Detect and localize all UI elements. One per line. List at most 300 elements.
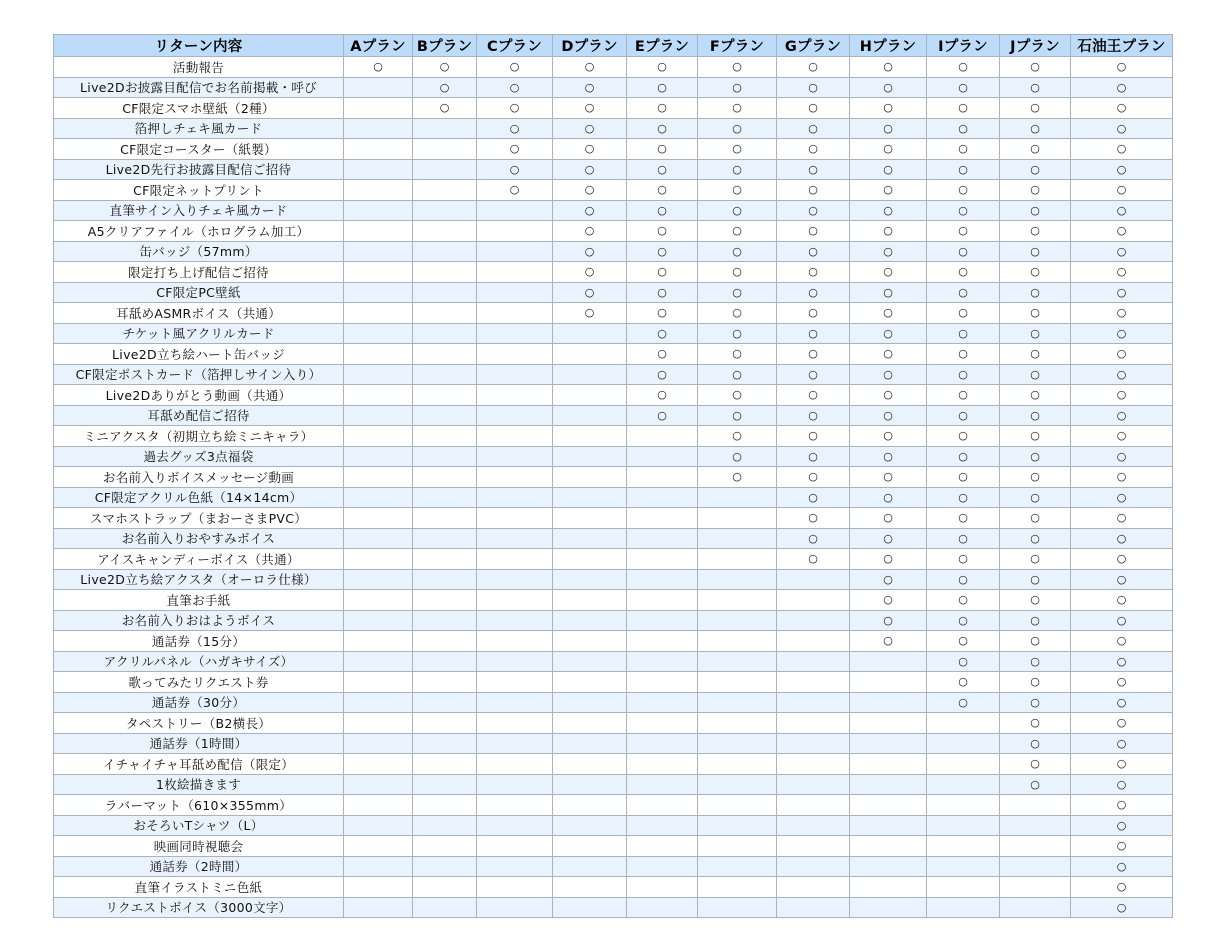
reward-item-label: リクエストボイス（3000文字） [54,897,344,918]
empty-cell [344,446,413,467]
included-mark: ○ [1071,795,1173,816]
header-plan: Bプラン [413,35,477,57]
empty-cell [477,508,553,529]
empty-cell [1000,897,1071,918]
reward-item-label: アクリルパネル（ハガキサイズ） [54,651,344,672]
table-row [54,836,1173,857]
table-row [54,77,1173,98]
empty-cell [477,795,553,816]
included-mark: ○ [1000,692,1071,713]
table-row [54,733,1173,754]
empty-cell [413,446,477,467]
reward-item-label: 直筆サイン入りチェキ風カード [54,200,344,221]
empty-cell [553,651,627,672]
reward-item-label: Live2Dありがとう動画（共通） [54,385,344,406]
empty-cell [413,139,477,160]
table-row [54,282,1173,303]
included-mark: ○ [777,118,850,139]
included-mark: ○ [553,118,627,139]
included-mark: ○ [553,77,627,98]
included-mark: ○ [413,77,477,98]
included-mark: ○ [1071,713,1173,734]
included-mark: ○ [1000,77,1071,98]
empty-cell [698,897,777,918]
included-mark: ○ [777,323,850,344]
empty-cell [777,651,850,672]
included-mark: ○ [627,364,698,385]
included-mark: ○ [627,159,698,180]
included-mark: ○ [553,303,627,324]
empty-cell [344,631,413,652]
included-mark: ○ [627,323,698,344]
empty-cell [413,651,477,672]
empty-cell [627,467,698,488]
reward-item-label: A5クリアファイル（ホログラム加工） [54,221,344,242]
table-row [54,877,1173,898]
reward-item-label: CF限定PC壁紙 [54,282,344,303]
included-mark: ○ [777,426,850,447]
included-mark: ○ [1071,528,1173,549]
empty-cell [627,836,698,857]
empty-cell [698,631,777,652]
empty-cell [553,733,627,754]
empty-cell [477,877,553,898]
rewards-comparison-table [53,34,1173,918]
empty-cell [344,713,413,734]
included-mark: ○ [850,282,927,303]
empty-cell [477,549,553,570]
included-mark: ○ [927,631,1000,652]
empty-cell [553,631,627,652]
included-mark: ○ [477,77,553,98]
empty-cell [777,733,850,754]
reward-item-label: ミニアクスタ（初期立ち絵ミニキャラ） [54,426,344,447]
empty-cell [698,508,777,529]
included-mark: ○ [927,98,1000,119]
empty-cell [413,344,477,365]
empty-cell [698,733,777,754]
included-mark: ○ [1000,385,1071,406]
empty-cell [698,877,777,898]
included-mark: ○ [1071,98,1173,119]
included-mark: ○ [627,200,698,221]
included-mark: ○ [1071,631,1173,652]
empty-cell [553,446,627,467]
included-mark: ○ [1000,57,1071,78]
reward-item-label: 通話券（30分） [54,692,344,713]
empty-cell [627,487,698,508]
header-plan: 石油王プラン [1071,35,1173,57]
table-row [54,344,1173,365]
included-mark: ○ [1071,446,1173,467]
empty-cell [413,200,477,221]
empty-cell [850,651,927,672]
included-mark: ○ [1000,262,1071,283]
included-mark: ○ [850,405,927,426]
empty-cell [553,754,627,775]
empty-cell [627,733,698,754]
empty-cell [413,282,477,303]
empty-cell [1000,836,1071,857]
empty-cell [344,897,413,918]
table-row [54,692,1173,713]
table-row [54,815,1173,836]
empty-cell [413,836,477,857]
included-mark: ○ [553,159,627,180]
included-mark: ○ [1071,118,1173,139]
empty-cell [413,795,477,816]
included-mark: ○ [927,262,1000,283]
empty-cell [627,610,698,631]
header-plan: Iプラン [927,35,1000,57]
empty-cell [927,733,1000,754]
empty-cell [413,631,477,652]
included-mark: ○ [927,180,1000,201]
included-mark: ○ [777,98,850,119]
empty-cell [413,897,477,918]
empty-cell [627,795,698,816]
empty-cell [477,262,553,283]
included-mark: ○ [777,200,850,221]
empty-cell [1000,877,1071,898]
included-mark: ○ [777,241,850,262]
empty-cell [413,508,477,529]
included-mark: ○ [1000,733,1071,754]
table-row [54,446,1173,467]
included-mark: ○ [1071,200,1173,221]
table-row [54,795,1173,816]
empty-cell [344,528,413,549]
included-mark: ○ [927,118,1000,139]
empty-cell [698,774,777,795]
reward-item-label: ラバーマット（610×355mm） [54,795,344,816]
reward-item-label: CF限定アクリル色紙（14×14cm） [54,487,344,508]
table-row [54,180,1173,201]
empty-cell [477,426,553,447]
included-mark: ○ [927,57,1000,78]
included-mark: ○ [777,282,850,303]
empty-cell [477,241,553,262]
empty-cell [850,692,927,713]
included-mark: ○ [777,405,850,426]
included-mark: ○ [927,590,1000,611]
reward-item-label: CF限定ネットプリント [54,180,344,201]
table-body [54,57,1173,918]
empty-cell [477,344,553,365]
empty-cell [477,774,553,795]
header-plan: Gプラン [777,35,850,57]
empty-cell [927,815,1000,836]
empty-cell [627,631,698,652]
header-plan: Dプラン [553,35,627,57]
empty-cell [477,364,553,385]
included-mark: ○ [1000,651,1071,672]
included-mark: ○ [553,98,627,119]
included-mark: ○ [777,262,850,283]
empty-cell [413,303,477,324]
empty-cell [344,200,413,221]
empty-cell [553,610,627,631]
included-mark: ○ [477,118,553,139]
reward-item-label: 直筆イラストミニ色紙 [54,877,344,898]
included-mark: ○ [1000,159,1071,180]
included-mark: ○ [627,344,698,365]
included-mark: ○ [1000,139,1071,160]
empty-cell [627,856,698,877]
empty-cell [344,139,413,160]
empty-cell [344,344,413,365]
empty-cell [553,364,627,385]
empty-cell [627,446,698,467]
included-mark: ○ [850,221,927,242]
included-mark: ○ [1000,426,1071,447]
included-mark: ○ [698,200,777,221]
empty-cell [344,836,413,857]
included-mark: ○ [927,610,1000,631]
empty-cell [777,713,850,734]
included-mark: ○ [1071,774,1173,795]
header-item: リターン内容 [54,35,344,57]
empty-cell [553,897,627,918]
included-mark: ○ [1071,323,1173,344]
included-mark: ○ [627,405,698,426]
empty-cell [344,303,413,324]
included-mark: ○ [1000,405,1071,426]
empty-cell [477,221,553,242]
empty-cell [413,856,477,877]
reward-item-label: タペストリー（B2横長） [54,713,344,734]
empty-cell [344,651,413,672]
empty-cell [698,549,777,570]
reward-item-label: Live2Dお披露目配信でお名前掲載・呼び [54,77,344,98]
empty-cell [477,897,553,918]
table-row [54,241,1173,262]
included-mark: ○ [927,139,1000,160]
included-mark: ○ [698,344,777,365]
included-mark: ○ [777,221,850,242]
empty-cell [553,508,627,529]
included-mark: ○ [1000,549,1071,570]
empty-cell [477,610,553,631]
included-mark: ○ [850,385,927,406]
included-mark: ○ [850,241,927,262]
table-row [54,897,1173,918]
empty-cell [850,836,927,857]
table-row [54,221,1173,242]
empty-cell [344,692,413,713]
empty-cell [477,590,553,611]
header-plan: Aプラン [344,35,413,57]
included-mark: ○ [1000,364,1071,385]
empty-cell [553,774,627,795]
table-row [54,487,1173,508]
empty-cell [344,856,413,877]
table-row [54,631,1173,652]
included-mark: ○ [477,159,553,180]
included-mark: ○ [627,385,698,406]
empty-cell [850,713,927,734]
empty-cell [477,303,553,324]
empty-cell [413,241,477,262]
included-mark: ○ [1071,344,1173,365]
included-mark: ○ [927,672,1000,693]
included-mark: ○ [777,446,850,467]
included-mark: ○ [850,549,927,570]
empty-cell [927,795,1000,816]
empty-cell [777,795,850,816]
empty-cell [344,610,413,631]
table-row [54,672,1173,693]
empty-cell [344,569,413,590]
empty-cell [477,405,553,426]
empty-cell [344,590,413,611]
empty-cell [927,856,1000,877]
reward-item-label: CF限定コースター（紙製） [54,139,344,160]
empty-cell [698,856,777,877]
included-mark: ○ [1071,57,1173,78]
reward-item-label: CF限定スマホ壁紙（2種） [54,98,344,119]
included-mark: ○ [1000,487,1071,508]
empty-cell [413,528,477,549]
empty-cell [344,221,413,242]
empty-cell [553,549,627,570]
included-mark: ○ [698,323,777,344]
included-mark: ○ [777,549,850,570]
empty-cell [477,692,553,713]
empty-cell [850,877,927,898]
included-mark: ○ [553,57,627,78]
included-mark: ○ [777,180,850,201]
included-mark: ○ [1000,610,1071,631]
empty-cell [850,856,927,877]
included-mark: ○ [627,221,698,242]
included-mark: ○ [1071,856,1173,877]
included-mark: ○ [777,57,850,78]
empty-cell [553,713,627,734]
header-plan: Cプラン [477,35,553,57]
empty-cell [698,754,777,775]
empty-cell [477,631,553,652]
empty-cell [477,323,553,344]
empty-cell [627,877,698,898]
empty-cell [627,672,698,693]
empty-cell [698,487,777,508]
included-mark: ○ [777,508,850,529]
included-mark: ○ [777,364,850,385]
included-mark: ○ [698,98,777,119]
empty-cell [413,364,477,385]
included-mark: ○ [1071,241,1173,262]
table-row [54,610,1173,631]
empty-cell [413,426,477,447]
included-mark: ○ [627,77,698,98]
empty-cell [627,549,698,570]
empty-cell [413,221,477,242]
empty-cell [627,754,698,775]
included-mark: ○ [777,77,850,98]
empty-cell [344,118,413,139]
included-mark: ○ [927,303,1000,324]
reward-item-label: 1枚絵描きます [54,774,344,795]
reward-item-label: お名前入りおやすみボイス [54,528,344,549]
included-mark: ○ [850,610,927,631]
reward-item-label: 直筆お手紙 [54,590,344,611]
empty-cell [413,754,477,775]
empty-cell [344,774,413,795]
empty-cell [777,815,850,836]
included-mark: ○ [627,262,698,283]
included-mark: ○ [627,180,698,201]
empty-cell [627,590,698,611]
included-mark: ○ [698,57,777,78]
included-mark: ○ [1000,282,1071,303]
empty-cell [344,77,413,98]
empty-cell [777,631,850,652]
empty-cell [553,385,627,406]
included-mark: ○ [1071,487,1173,508]
empty-cell [698,795,777,816]
empty-cell [344,323,413,344]
included-mark: ○ [927,200,1000,221]
empty-cell [627,508,698,529]
included-mark: ○ [627,139,698,160]
empty-cell [477,200,553,221]
empty-cell [777,569,850,590]
empty-cell [1000,815,1071,836]
table-row [54,651,1173,672]
empty-cell [850,795,927,816]
empty-cell [698,528,777,549]
included-mark: ○ [698,446,777,467]
empty-cell [850,733,927,754]
included-mark: ○ [698,139,777,160]
empty-cell [698,692,777,713]
empty-cell [413,733,477,754]
included-mark: ○ [927,282,1000,303]
included-mark: ○ [1071,897,1173,918]
empty-cell [413,487,477,508]
included-mark: ○ [927,364,1000,385]
included-mark: ○ [927,241,1000,262]
table-row [54,590,1173,611]
reward-item-label: 通話券（15分） [54,631,344,652]
included-mark: ○ [777,344,850,365]
empty-cell [413,405,477,426]
included-mark: ○ [698,467,777,488]
empty-cell [777,692,850,713]
included-mark: ○ [927,159,1000,180]
table-row [54,856,1173,877]
included-mark: ○ [627,303,698,324]
included-mark: ○ [1071,364,1173,385]
empty-cell [477,467,553,488]
included-mark: ○ [850,446,927,467]
table-header-row [54,35,1173,57]
table-row [54,528,1173,549]
included-mark: ○ [1000,569,1071,590]
included-mark: ○ [698,385,777,406]
empty-cell [553,795,627,816]
included-mark: ○ [1071,159,1173,180]
included-mark: ○ [850,262,927,283]
reward-item-label: お名前入りボイスメッセージ動画 [54,467,344,488]
empty-cell [344,795,413,816]
empty-cell [344,733,413,754]
table-row [54,303,1173,324]
reward-item-label: 箔押しチェキ風カード [54,118,344,139]
included-mark: ○ [1000,98,1071,119]
empty-cell [413,692,477,713]
